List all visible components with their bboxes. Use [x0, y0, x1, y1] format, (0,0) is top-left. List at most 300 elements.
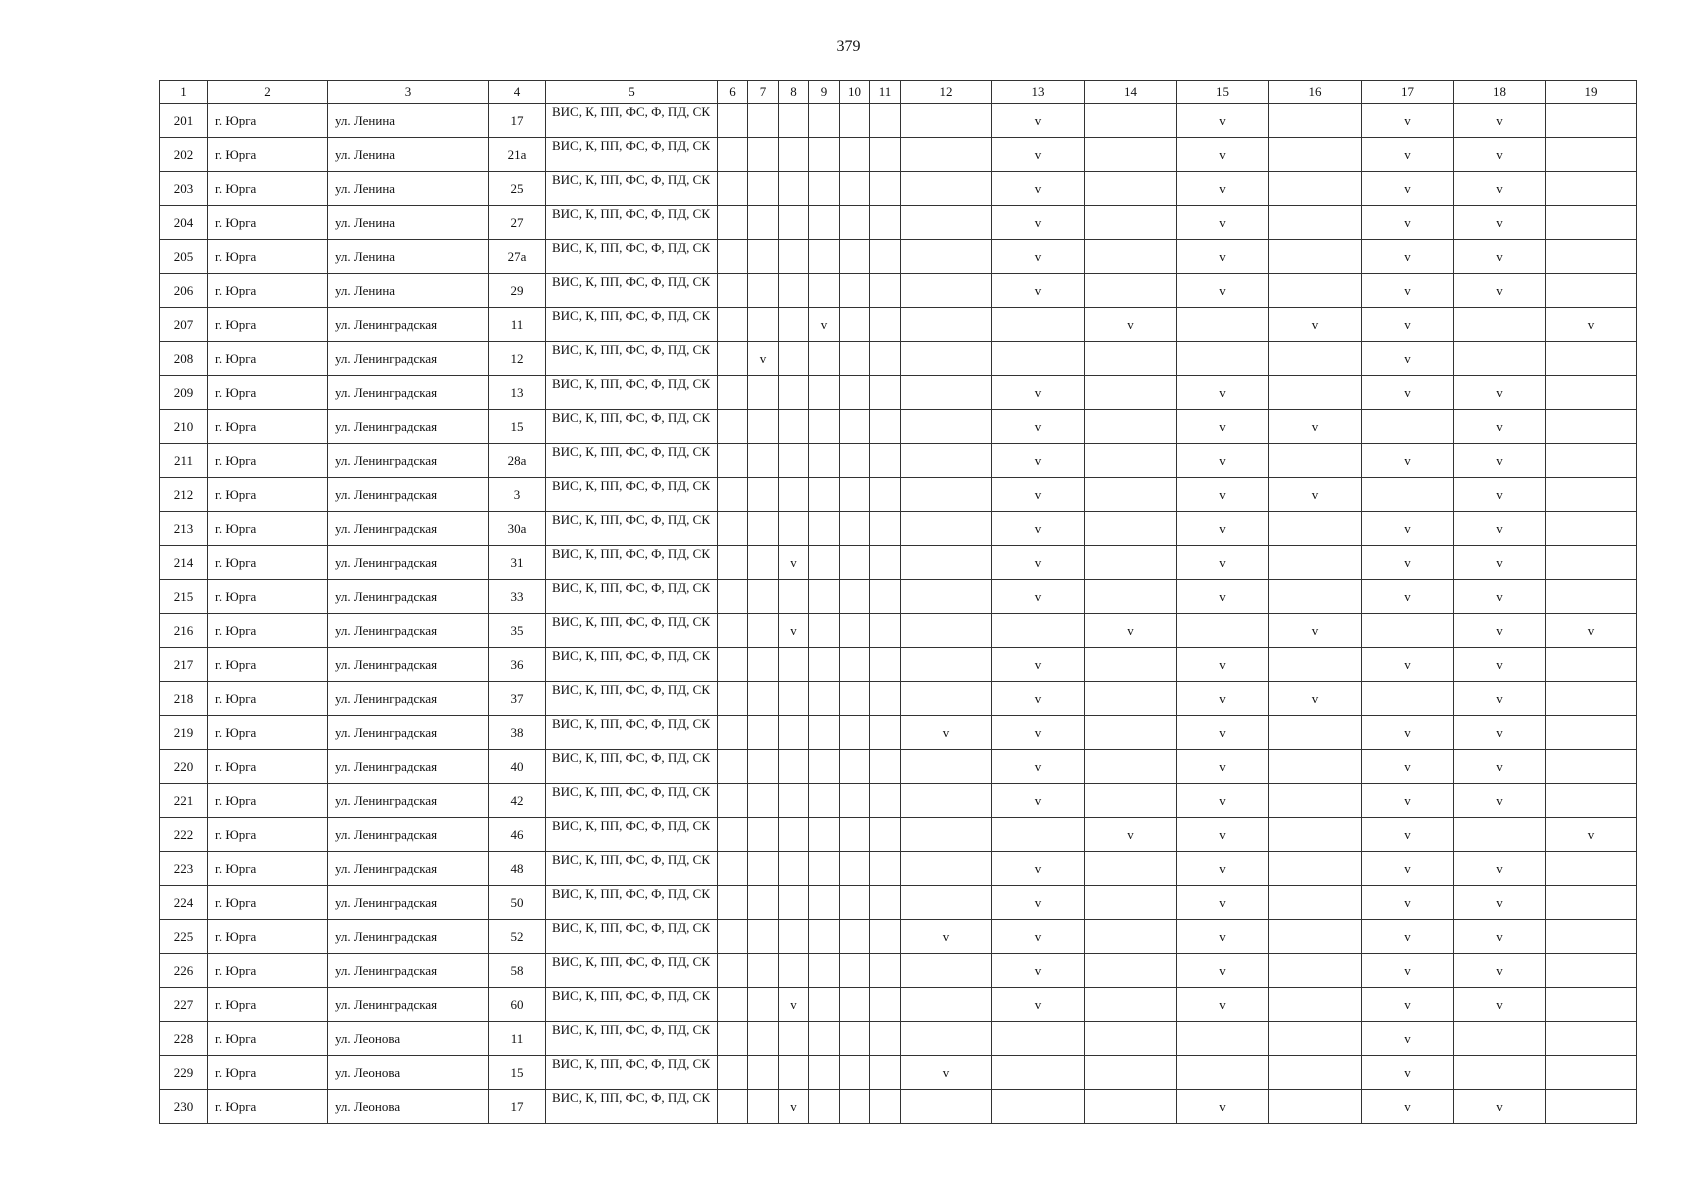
- services-cell: ВИС, К, ПП, ФС, Ф, ПД, СК: [546, 410, 718, 444]
- services-cell: ВИС, К, ПП, ФС, Ф, ПД, СК: [546, 954, 718, 988]
- check-mark-cell: v: [1177, 104, 1269, 138]
- empty-cell: [748, 784, 779, 818]
- house-number-cell: 28а: [489, 444, 546, 478]
- empty-cell: [840, 716, 870, 750]
- empty-cell: [870, 376, 901, 410]
- empty-cell: [1085, 172, 1177, 206]
- empty-cell: [809, 376, 840, 410]
- empty-cell: [809, 580, 840, 614]
- row-number-cell: 219: [160, 716, 208, 750]
- empty-cell: [1269, 546, 1362, 580]
- street-cell: ул. Ленинградская: [328, 750, 489, 784]
- city-cell: г. Юрга: [208, 206, 328, 240]
- check-mark-cell: v: [1454, 682, 1546, 716]
- table-row: [160, 682, 1637, 716]
- street-cell: ул. Ленинградская: [328, 682, 489, 716]
- empty-cell: [718, 1022, 748, 1056]
- house-number-cell: 25: [489, 172, 546, 206]
- empty-cell: [809, 818, 840, 852]
- empty-cell: [1546, 274, 1637, 308]
- street-cell: ул. Ленина: [328, 172, 489, 206]
- empty-cell: [809, 1056, 840, 1090]
- empty-cell: [1362, 614, 1454, 648]
- city-cell: г. Юрга: [208, 308, 328, 342]
- house-number-cell: 21а: [489, 138, 546, 172]
- street-cell: ул. Ленина: [328, 274, 489, 308]
- check-mark-cell: v: [1362, 240, 1454, 274]
- row-number-cell: 205: [160, 240, 208, 274]
- column-header: 6: [718, 81, 748, 104]
- street-cell: ул. Ленинградская: [328, 648, 489, 682]
- empty-cell: [840, 954, 870, 988]
- empty-cell: [840, 376, 870, 410]
- empty-cell: [1454, 1056, 1546, 1090]
- house-number-cell: 15: [489, 1056, 546, 1090]
- empty-cell: [809, 410, 840, 444]
- empty-cell: [779, 750, 809, 784]
- check-mark-cell: v: [992, 104, 1085, 138]
- city-cell: г. Юрга: [208, 750, 328, 784]
- check-mark-cell: v: [1362, 342, 1454, 376]
- check-mark-cell: v: [992, 138, 1085, 172]
- check-mark-cell: v: [1177, 274, 1269, 308]
- empty-cell: [870, 580, 901, 614]
- empty-cell: [1546, 206, 1637, 240]
- empty-cell: [718, 1056, 748, 1090]
- street-cell: ул. Ленинградская: [328, 852, 489, 886]
- check-mark-cell: v: [1269, 308, 1362, 342]
- empty-cell: [779, 580, 809, 614]
- house-number-cell: 42: [489, 784, 546, 818]
- column-header: 17: [1362, 81, 1454, 104]
- empty-cell: [718, 784, 748, 818]
- empty-cell: [779, 444, 809, 478]
- empty-cell: [901, 988, 992, 1022]
- check-mark-cell: v: [992, 920, 1085, 954]
- city-cell: г. Юрга: [208, 342, 328, 376]
- empty-cell: [870, 648, 901, 682]
- check-mark-cell: v: [1454, 172, 1546, 206]
- empty-cell: [779, 648, 809, 682]
- services-cell: ВИС, К, ПП, ФС, Ф, ПД, СК: [546, 750, 718, 784]
- house-number-cell: 46: [489, 818, 546, 852]
- column-header: 5: [546, 81, 718, 104]
- empty-cell: [809, 954, 840, 988]
- empty-cell: [1085, 1056, 1177, 1090]
- empty-cell: [718, 886, 748, 920]
- empty-cell: [1085, 852, 1177, 886]
- empty-cell: [809, 478, 840, 512]
- services-cell: ВИС, К, ПП, ФС, Ф, ПД, СК: [546, 716, 718, 750]
- empty-cell: [1269, 104, 1362, 138]
- house-number-cell: 38: [489, 716, 546, 750]
- table-row: [160, 308, 1637, 342]
- empty-cell: [870, 478, 901, 512]
- empty-cell: [1546, 580, 1637, 614]
- empty-cell: [748, 410, 779, 444]
- row-number-cell: 227: [160, 988, 208, 1022]
- empty-cell: [1546, 138, 1637, 172]
- table-row: [160, 1022, 1637, 1056]
- header-row: [160, 81, 1637, 104]
- empty-cell: [1085, 954, 1177, 988]
- empty-cell: [1269, 1090, 1362, 1124]
- services-cell: ВИС, К, ПП, ФС, Ф, ПД, СК: [546, 376, 718, 410]
- city-cell: г. Юрга: [208, 580, 328, 614]
- city-cell: г. Юрга: [208, 852, 328, 886]
- empty-cell: [779, 784, 809, 818]
- empty-cell: [840, 410, 870, 444]
- check-mark-cell: v: [1362, 308, 1454, 342]
- column-header: 15: [1177, 81, 1269, 104]
- house-number-cell: 12: [489, 342, 546, 376]
- empty-cell: [840, 580, 870, 614]
- empty-cell: [809, 512, 840, 546]
- empty-cell: [870, 852, 901, 886]
- empty-cell: [840, 308, 870, 342]
- empty-cell: [748, 648, 779, 682]
- empty-cell: [1454, 342, 1546, 376]
- street-cell: ул. Ленинградская: [328, 920, 489, 954]
- empty-cell: [901, 172, 992, 206]
- check-mark-cell: v: [1177, 172, 1269, 206]
- empty-cell: [1269, 750, 1362, 784]
- empty-cell: [809, 342, 840, 376]
- empty-cell: [901, 852, 992, 886]
- check-mark-cell: v: [1362, 784, 1454, 818]
- row-number-cell: 215: [160, 580, 208, 614]
- empty-cell: [1085, 240, 1177, 274]
- house-number-cell: 27а: [489, 240, 546, 274]
- services-cell: ВИС, К, ПП, ФС, Ф, ПД, СК: [546, 138, 718, 172]
- empty-cell: [1269, 1022, 1362, 1056]
- house-number-cell: 13: [489, 376, 546, 410]
- house-number-cell: 15: [489, 410, 546, 444]
- empty-cell: [992, 308, 1085, 342]
- empty-cell: [718, 376, 748, 410]
- check-mark-cell: v: [1546, 818, 1637, 852]
- empty-cell: [870, 172, 901, 206]
- empty-cell: [809, 240, 840, 274]
- empty-cell: [840, 206, 870, 240]
- street-cell: ул. Леонова: [328, 1022, 489, 1056]
- check-mark-cell: v: [1362, 512, 1454, 546]
- check-mark-cell: v: [1269, 614, 1362, 648]
- street-cell: ул. Ленинградская: [328, 512, 489, 546]
- house-number-cell: 37: [489, 682, 546, 716]
- row-number-cell: 204: [160, 206, 208, 240]
- empty-cell: [748, 580, 779, 614]
- empty-cell: [779, 716, 809, 750]
- empty-cell: [870, 1056, 901, 1090]
- empty-cell: [718, 410, 748, 444]
- street-cell: ул. Ленинградская: [328, 444, 489, 478]
- street-cell: ул. Ленина: [328, 240, 489, 274]
- empty-cell: [1454, 1022, 1546, 1056]
- city-cell: г. Юрга: [208, 784, 328, 818]
- check-mark-cell: v: [1454, 444, 1546, 478]
- empty-cell: [748, 818, 779, 852]
- column-header: 14: [1085, 81, 1177, 104]
- row-number-cell: 207: [160, 308, 208, 342]
- empty-cell: [748, 954, 779, 988]
- empty-cell: [840, 240, 870, 274]
- empty-cell: [809, 546, 840, 580]
- empty-cell: [718, 274, 748, 308]
- services-cell: ВИС, К, ПП, ФС, Ф, ПД, СК: [546, 1022, 718, 1056]
- check-mark-cell: v: [1362, 444, 1454, 478]
- check-mark-cell: v: [1177, 512, 1269, 546]
- check-mark-cell: v: [1362, 852, 1454, 886]
- empty-cell: [901, 410, 992, 444]
- empty-cell: [1546, 750, 1637, 784]
- check-mark-cell: v: [1362, 818, 1454, 852]
- services-cell: ВИС, К, ПП, ФС, Ф, ПД, СК: [546, 1056, 718, 1090]
- services-cell: ВИС, К, ПП, ФС, Ф, ПД, СК: [546, 274, 718, 308]
- empty-cell: [779, 138, 809, 172]
- empty-cell: [840, 274, 870, 308]
- empty-cell: [1269, 988, 1362, 1022]
- empty-cell: [748, 546, 779, 580]
- row-number-cell: 230: [160, 1090, 208, 1124]
- house-number-cell: 30а: [489, 512, 546, 546]
- empty-cell: [992, 1022, 1085, 1056]
- check-mark-cell: v: [1177, 682, 1269, 716]
- empty-cell: [1269, 886, 1362, 920]
- city-cell: г. Юрга: [208, 1022, 328, 1056]
- check-mark-cell: v: [1362, 274, 1454, 308]
- empty-cell: [1269, 274, 1362, 308]
- empty-cell: [870, 342, 901, 376]
- table-row: [160, 954, 1637, 988]
- empty-cell: [718, 920, 748, 954]
- empty-cell: [1085, 648, 1177, 682]
- check-mark-cell: v: [1177, 750, 1269, 784]
- empty-cell: [1269, 954, 1362, 988]
- empty-cell: [870, 818, 901, 852]
- house-number-cell: 29: [489, 274, 546, 308]
- check-mark-cell: v: [1362, 1090, 1454, 1124]
- empty-cell: [779, 682, 809, 716]
- check-mark-cell: v: [992, 444, 1085, 478]
- empty-cell: [1269, 818, 1362, 852]
- check-mark-cell: v: [1177, 920, 1269, 954]
- empty-cell: [779, 1022, 809, 1056]
- check-mark-cell: v: [1546, 614, 1637, 648]
- empty-cell: [718, 614, 748, 648]
- check-mark-cell: v: [1454, 376, 1546, 410]
- table-row: [160, 580, 1637, 614]
- house-number-cell: 11: [489, 1022, 546, 1056]
- city-cell: г. Юрга: [208, 172, 328, 206]
- check-mark-cell: v: [1177, 648, 1269, 682]
- empty-cell: [809, 716, 840, 750]
- street-cell: ул. Ленинградская: [328, 954, 489, 988]
- empty-cell: [870, 682, 901, 716]
- check-mark-cell: v: [1454, 852, 1546, 886]
- empty-cell: [1085, 512, 1177, 546]
- check-mark-cell: v: [901, 716, 992, 750]
- check-mark-cell: v: [1362, 716, 1454, 750]
- street-cell: ул. Ленинградская: [328, 308, 489, 342]
- city-cell: г. Юрга: [208, 716, 328, 750]
- house-number-cell: 17: [489, 1090, 546, 1124]
- empty-cell: [748, 138, 779, 172]
- street-cell: ул. Ленина: [328, 206, 489, 240]
- empty-cell: [1269, 716, 1362, 750]
- empty-cell: [870, 614, 901, 648]
- empty-cell: [718, 240, 748, 274]
- empty-cell: [840, 988, 870, 1022]
- table-row: [160, 410, 1637, 444]
- empty-cell: [1085, 104, 1177, 138]
- row-number-cell: 208: [160, 342, 208, 376]
- empty-cell: [1546, 512, 1637, 546]
- check-mark-cell: v: [779, 988, 809, 1022]
- services-cell: ВИС, К, ПП, ФС, Ф, ПД, СК: [546, 308, 718, 342]
- row-number-cell: 216: [160, 614, 208, 648]
- check-mark-cell: v: [992, 274, 1085, 308]
- empty-cell: [840, 104, 870, 138]
- empty-cell: [718, 206, 748, 240]
- empty-cell: [840, 1022, 870, 1056]
- empty-cell: [1177, 614, 1269, 648]
- check-mark-cell: v: [992, 240, 1085, 274]
- table-body: [160, 104, 1637, 1124]
- empty-cell: [840, 342, 870, 376]
- empty-cell: [779, 410, 809, 444]
- row-number-cell: 221: [160, 784, 208, 818]
- check-mark-cell: v: [1177, 478, 1269, 512]
- empty-cell: [1177, 1056, 1269, 1090]
- empty-cell: [840, 818, 870, 852]
- check-mark-cell: v: [1177, 580, 1269, 614]
- empty-cell: [870, 546, 901, 580]
- services-cell: ВИС, К, ПП, ФС, Ф, ПД, СК: [546, 614, 718, 648]
- empty-cell: [901, 138, 992, 172]
- city-cell: г. Юрга: [208, 240, 328, 274]
- services-cell: ВИС, К, ПП, ФС, Ф, ПД, СК: [546, 784, 718, 818]
- empty-cell: [718, 138, 748, 172]
- empty-cell: [1546, 172, 1637, 206]
- empty-cell: [901, 376, 992, 410]
- check-mark-cell: v: [1454, 138, 1546, 172]
- row-number-cell: 201: [160, 104, 208, 138]
- empty-cell: [1546, 104, 1637, 138]
- empty-cell: [748, 206, 779, 240]
- empty-cell: [870, 104, 901, 138]
- table-row: [160, 1056, 1637, 1090]
- table-row: [160, 342, 1637, 376]
- row-number-cell: 217: [160, 648, 208, 682]
- check-mark-cell: v: [1177, 138, 1269, 172]
- empty-cell: [1177, 342, 1269, 376]
- empty-cell: [718, 1090, 748, 1124]
- city-cell: г. Юрга: [208, 104, 328, 138]
- row-number-cell: 212: [160, 478, 208, 512]
- empty-cell: [779, 852, 809, 886]
- empty-cell: [1546, 886, 1637, 920]
- house-number-cell: 50: [489, 886, 546, 920]
- check-mark-cell: v: [992, 580, 1085, 614]
- empty-cell: [1085, 376, 1177, 410]
- check-mark-cell: v: [992, 410, 1085, 444]
- house-number-cell: 33: [489, 580, 546, 614]
- city-cell: г. Юрга: [208, 648, 328, 682]
- empty-cell: [1269, 784, 1362, 818]
- empty-cell: [901, 546, 992, 580]
- empty-cell: [718, 512, 748, 546]
- check-mark-cell: v: [779, 614, 809, 648]
- empty-cell: [1085, 920, 1177, 954]
- empty-cell: [718, 478, 748, 512]
- empty-cell: [870, 1090, 901, 1124]
- empty-cell: [1546, 546, 1637, 580]
- empty-cell: [870, 920, 901, 954]
- empty-cell: [840, 886, 870, 920]
- check-mark-cell: v: [1362, 988, 1454, 1022]
- table-row: [160, 920, 1637, 954]
- empty-cell: [1269, 172, 1362, 206]
- empty-cell: [901, 274, 992, 308]
- street-cell: ул. Ленинградская: [328, 818, 489, 852]
- empty-cell: [1546, 920, 1637, 954]
- empty-cell: [840, 682, 870, 716]
- check-mark-cell: v: [1085, 818, 1177, 852]
- check-mark-cell: v: [1454, 988, 1546, 1022]
- services-cell: ВИС, К, ПП, ФС, Ф, ПД, СК: [546, 886, 718, 920]
- row-number-cell: 211: [160, 444, 208, 478]
- empty-cell: [809, 988, 840, 1022]
- city-cell: г. Юрга: [208, 988, 328, 1022]
- city-cell: г. Юрга: [208, 954, 328, 988]
- column-header: 18: [1454, 81, 1546, 104]
- empty-cell: [901, 750, 992, 784]
- check-mark-cell: v: [992, 376, 1085, 410]
- city-cell: г. Юрга: [208, 682, 328, 716]
- empty-cell: [1546, 648, 1637, 682]
- empty-cell: [992, 342, 1085, 376]
- street-cell: ул. Ленинградская: [328, 546, 489, 580]
- empty-cell: [840, 614, 870, 648]
- check-mark-cell: v: [1454, 954, 1546, 988]
- empty-cell: [779, 1056, 809, 1090]
- empty-cell: [870, 240, 901, 274]
- empty-cell: [992, 1090, 1085, 1124]
- empty-cell: [870, 954, 901, 988]
- street-cell: ул. Ленинградская: [328, 410, 489, 444]
- empty-cell: [992, 1056, 1085, 1090]
- empty-cell: [1546, 240, 1637, 274]
- empty-cell: [1269, 206, 1362, 240]
- row-number-cell: 203: [160, 172, 208, 206]
- house-number-cell: 31: [489, 546, 546, 580]
- empty-cell: [809, 614, 840, 648]
- services-cell: ВИС, К, ПП, ФС, Ф, ПД, СК: [546, 206, 718, 240]
- empty-cell: [1085, 750, 1177, 784]
- check-mark-cell: v: [1362, 104, 1454, 138]
- empty-cell: [748, 1056, 779, 1090]
- empty-cell: [748, 274, 779, 308]
- empty-cell: [1085, 478, 1177, 512]
- check-mark-cell: v: [1362, 206, 1454, 240]
- row-number-cell: 209: [160, 376, 208, 410]
- check-mark-cell: v: [1454, 580, 1546, 614]
- empty-cell: [870, 784, 901, 818]
- table-row: [160, 614, 1637, 648]
- check-mark-cell: v: [901, 920, 992, 954]
- empty-cell: [870, 1022, 901, 1056]
